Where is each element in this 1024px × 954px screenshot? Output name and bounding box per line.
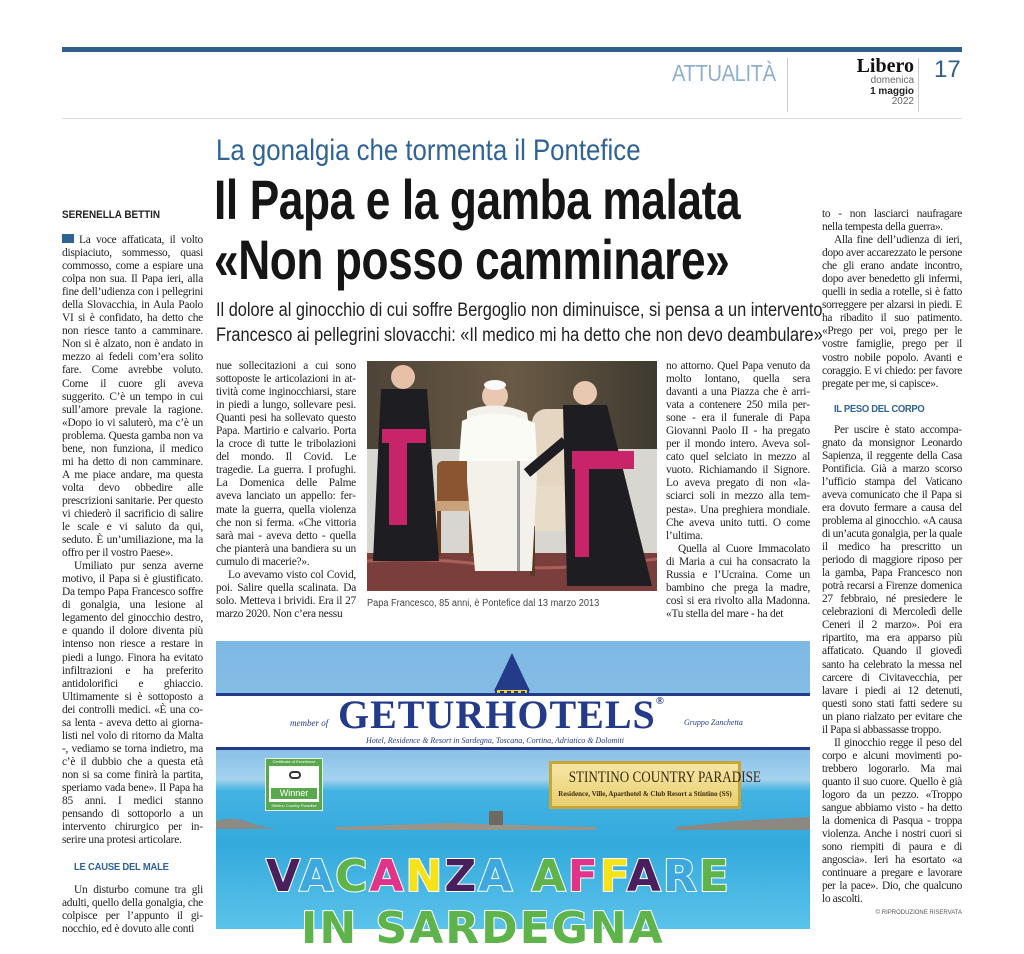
resort-title: STINTINO COUNTRY PARADISE bbox=[568, 769, 761, 786]
masthead bbox=[848, 56, 914, 107]
newspaper-logo: Libero bbox=[856, 55, 914, 77]
brand-tagline: Hotel, Residence & Resort in Sardegna, Toscana, Cortina, Adriatico & Dolomiti bbox=[366, 736, 624, 745]
article-title bbox=[214, 170, 740, 290]
brand-name bbox=[338, 692, 665, 737]
headline-letter: V bbox=[266, 851, 300, 902]
article-column-4 bbox=[822, 208, 962, 917]
subheading: IL PESO DEL CORPO bbox=[834, 402, 925, 415]
paragraph-text: La voce affaticata, il volto dispiaciuto, sommesso, quasi commosso, come a espiare una colpa non sua. Il Papa ieri, alla fine dell’udienza con i pellegrini della Slovacchia, in Aula Paolo VI si è confidato, ha detto che non riesce tanto a camminare. Non si è alzato, non è andato in mezzo ai fedeli com’era solito fare. Come avrebbe voluto. Come il cuore gli aveva suggerito. C’è un tempo in cui sull’amore prevale la ragione. «Dopo io vi saluterò, ma c’è un problema. Questa gamba non va bene, non funziona, il medico mi ha detto di non camminare. A me piace andare, ma questa volta devo obbedire alle prescrizioni sanitarie. Per questo vi chiederò il sacrificio di salire le scale e vi saluto da qui, seduto. È un’umiliazione, ma la offro per il vostro Paese». bbox=[62, 234, 203, 560]
subheading: LE CAUSE DEL MALE bbox=[74, 861, 169, 874]
page-number: 17 bbox=[934, 56, 961, 83]
headline-letter: N bbox=[405, 851, 445, 902]
top-accent-bar bbox=[62, 47, 962, 52]
pope-photo-illustration bbox=[367, 361, 657, 591]
paragraph: no attorno. Quel Papa venuto da molto lontano, quella sera davanti a una Piazza che è arrivata a contenere 250 mila persone - era il funerale di Papa Giovanni Paolo II - ha pregato per il mondo intero. Aveva solcato quel selciato in mezzo al vuoto. Richiamando il Signore. Lo aveva pregato di non «lasciarci soli in mezzo alla tempesta». Una preghiera mondiale. Che aveva unito tutti. O come l’ultima. bbox=[666, 360, 810, 542]
photo-caption: Papa Francesco, 85 anni, è Pontefice dal 13 marzo 2013 bbox=[367, 598, 600, 609]
article-column-1 bbox=[62, 234, 203, 936]
headline-letter: A bbox=[478, 851, 515, 902]
badge-top-text: Certificate of Excellence bbox=[272, 759, 316, 764]
headline-letter: F bbox=[599, 851, 627, 902]
paragraph: Per uscire è stato accompagnato da monsignor Leonardo Sapienza, il reggente della Casa Pontificia. Già a marzo scorso l’ufficio stampa del Vaticano aveva comunicato che il Papa si era dovuto fermare a causa del problema al ginocchio. «A causa di un’acuta gonalgia, per la quale il medico ha prescritto un periodo di maggiore riposo per la gamba, Papa Francesco non potrà recarsi a Firenze domenica 27 febbraio, né presiedere le celebrazioni di Mercoledì delle Ceneri il 2 marzo». Poi era ripartito, ma era apparso più affaticato. Quando il giovedì santo ha celebrato la messa nel carcere di Civitavecchia, per lavare i piedi ai 12 detenuti, questi sono stati fatti sedere su un piano rialzato per evitare che il Papa si abbassasse troppo. bbox=[822, 423, 962, 736]
headline-line-2-text: IN SARDEGNA bbox=[301, 903, 665, 954]
ad-headline-line-2 bbox=[301, 905, 665, 953]
article-kicker: La gonalgia che tormenta il Pontefice bbox=[216, 134, 641, 167]
paragraph: Un disturbo comune tra gli adulti, quello della gonalgia, che colpisce per l’appunto il ginocchio, ed è dovuto alle conti bbox=[62, 884, 203, 936]
headline-letter: A bbox=[299, 851, 336, 902]
headline-letter: R bbox=[662, 851, 699, 902]
masthead-weekday: domenica bbox=[870, 75, 914, 86]
title-line-2: «Non posso camminare» bbox=[214, 228, 730, 291]
headline-letter: F bbox=[567, 851, 600, 902]
badge-body bbox=[269, 766, 319, 802]
subtitle-line-2: Francesco ai pellegrini slovacchi: «Il medico mi ha detto che non devo deambulare» bbox=[216, 325, 823, 346]
paragraph bbox=[62, 234, 203, 560]
advertisement[interactable] bbox=[216, 641, 810, 954]
registered-mark: ® bbox=[655, 695, 665, 707]
divider bbox=[787, 58, 788, 112]
headline-letter: A bbox=[369, 851, 406, 902]
resort-subtitle: Residence, Ville, Aparthotel & Club Resort a Stintino (SS) bbox=[558, 790, 732, 798]
badge-bottom-text: Stintino Country Paradise bbox=[271, 803, 317, 808]
paragraph: nue sollecitazioni a cui sono sottoposte le articolazioni in attività come inginocchiarsi, stare in piedi a lungo, sollevare pesi. Quanti pesi ha sollevato questo Papa. Martirio e calvario. Porta la croce di tutte le tribolazioni del mondo. Il Covid. Le tragedie. La guerra. I profughi. La Domenica delle Palme aveva lanciato un appello: fermate la guerra, quella violenza che non si ferma. «Che vittoria sarà mai - aveva detto - quella che pianterà una bandiera su un cumulo di macerie?». bbox=[216, 360, 356, 568]
copyright-notice: © RIPRODUZIONE RISERVATA bbox=[875, 910, 962, 917]
byline: SERENELLA BETTIN bbox=[62, 209, 161, 221]
paragraph: Il ginocchio regge il peso del corpo e alcuni movimenti potrebbero logorarlo. Ma mai quanto il suo cuore. Quello è già logoro da un pezzo. «Troppo sangue abbiamo visto - ha detto la domenica di Pasqua - troppa violenza. Anche i nostri cuori si sono riempiti di paura e di angoscia». Ieri ha esortato «a continuare a pregare e lavorare per la pace». Dio, che qualcuno lo ascolti. bbox=[822, 736, 962, 906]
brand-group: Gruppo Zanchetta bbox=[684, 718, 743, 727]
paragraph: Alla fine dell’udienza di ieri, dopo aver accarezzato le persone che gli erano andate incontro, dopo aver benedetto gli infermi, quelli in sedia a rotelle, si è fatto sorreggere per alzarsi in piedi. E ha ribadito il suo patimento. «Prego per voi, prego per le vostre famiglie, prego per il vostro nobile popolo. Avanti e coraggio. E vi chiedo: per favore pregate per me, si capisce». bbox=[822, 234, 962, 390]
ad-headline bbox=[266, 853, 731, 901]
headline-letter: E bbox=[698, 851, 731, 902]
paragraph: Quella al Cuore Immacolato di Maria a cui ha consacrato la Russia e l’Ucraina. Come un bambino che prega la madre, così si era rivolto alla Madonna. «Tu stella del mare - ha det bbox=[666, 542, 810, 620]
headline-letter: Z bbox=[444, 851, 479, 902]
resort-name-box bbox=[549, 761, 761, 809]
headline-letter: A bbox=[626, 851, 663, 902]
brand-band bbox=[216, 693, 810, 750]
article-column-2 bbox=[216, 360, 356, 621]
masthead-year: 2022 bbox=[891, 96, 914, 107]
award-badge bbox=[265, 758, 323, 811]
paragraph: Umiliato pur senza averne motivo, il Papa si è giustificato. Da tempo Papa Francesco soffre di gonalgia, una lesione al legamento del ginocchio destro, e quando il dolore diventa più intenso non riesce a restare in piedi a lungo. Finora ha evitato infiltrazioni e ha preferito antidolorifici e ghiaccio. Ultimamente si è sottoposto a dei controlli medici. «È una cosa lenta - aveva detto ai giornalisti nel volo di ritorno da Malta -, vediamo se torna indietro, ma c’è il dubbio che a questa età non si sa come finirà la partita, speriamo vada bene». Il Papa ha 85 anni. I medici stanno pensando di sottoporlo a un intervento chirurgico per inserire una protesi articolare. bbox=[62, 560, 203, 847]
lead-square-icon bbox=[62, 234, 74, 243]
article-column-3 bbox=[666, 360, 810, 621]
divider bbox=[918, 58, 919, 112]
article-photo bbox=[367, 361, 657, 591]
header-rule bbox=[62, 118, 962, 119]
member-of-label: member of bbox=[290, 718, 329, 728]
article-subtitle bbox=[216, 298, 823, 348]
title-line-1: Il Papa e la gamba malata bbox=[214, 168, 741, 231]
island-horizon bbox=[216, 817, 810, 831]
masthead-date: 1 maggio bbox=[870, 86, 914, 97]
brand-text: GETURHOTELS bbox=[338, 692, 656, 737]
paragraph: to - non lasciarci naufragare nella tempesta della guerra». bbox=[822, 208, 962, 234]
headline-letter: A bbox=[531, 851, 568, 902]
owl-icon bbox=[289, 771, 301, 779]
paragraph: Lo avevamo visto col Covid, poi. Salire quella scalinata. Da solo. Metteva i brividi. Era il 27 marzo 2020. Non c’era nessu bbox=[216, 568, 356, 620]
section-label: ATTUALITÀ bbox=[672, 60, 776, 86]
subtitle-line-1: Il dolore al ginocchio di cui soffre Bergoglio non diminuisce, si pensa a un intervento bbox=[216, 300, 823, 321]
headline-letter: C bbox=[335, 851, 370, 902]
headline-letter bbox=[514, 851, 531, 902]
badge-winner-text: Winner bbox=[271, 788, 317, 799]
